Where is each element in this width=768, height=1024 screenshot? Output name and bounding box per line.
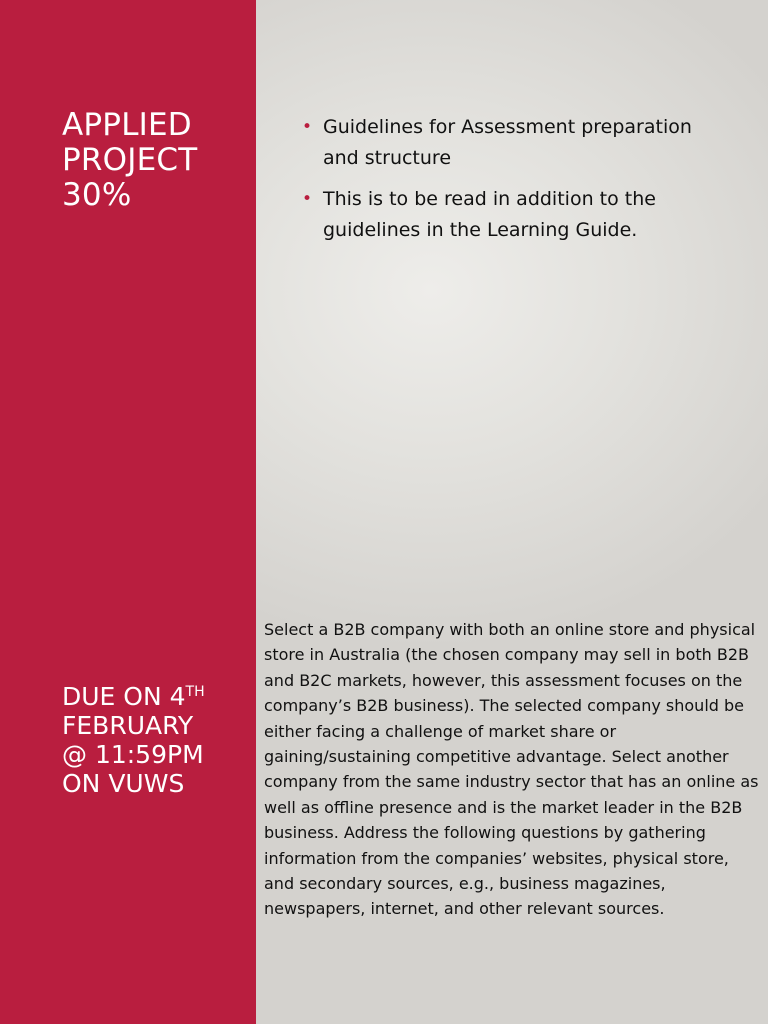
due-line-1-text: DUE ON 4	[62, 682, 186, 711]
due-line-4: ON VUWS	[62, 769, 185, 798]
sidebar-panel	[0, 0, 256, 1024]
due-line-2: FEBRUARY	[62, 711, 194, 740]
due-line-1	[62, 682, 205, 711]
due-line-3: @ 11:59PM	[62, 740, 204, 769]
slide-title	[62, 108, 197, 213]
bullet-item	[300, 112, 720, 174]
bullet-item-text: Guidelines for Assessment preparation and structure	[323, 116, 692, 169]
bullet-dot-icon: •	[302, 189, 313, 209]
bullet-dot-icon: •	[302, 117, 313, 137]
due-day-suffix: TH	[185, 684, 205, 700]
title-line: 30%	[62, 177, 132, 213]
assessment-description: Select a B2B company with both an online store and physical store in Australia (the chosen company may sell in both B2B and B2C markets, however, this assessment focuses on the company’s B2B business). The selected company should be either facing a challenge of market share or gaining/sustaining competitive advantage. Select another company from the same industry sector that has an online as well as offline presence and is the market leader in the B2B business. Address the following questions by gathering information from the companies’ websites, physical store, and secondary sources, e.g., business magazines, newspapers, internet, and other relevant sources.	[264, 620, 759, 919]
bullet-item	[300, 184, 720, 246]
bullet-item-text: This is to be read in addition to the guidelines in the Learning Guide.	[323, 188, 656, 241]
title-line: APPLIED	[62, 107, 192, 143]
bullet-list	[300, 112, 720, 256]
due-date-text	[62, 682, 205, 798]
title-line: PROJECT	[62, 142, 198, 178]
